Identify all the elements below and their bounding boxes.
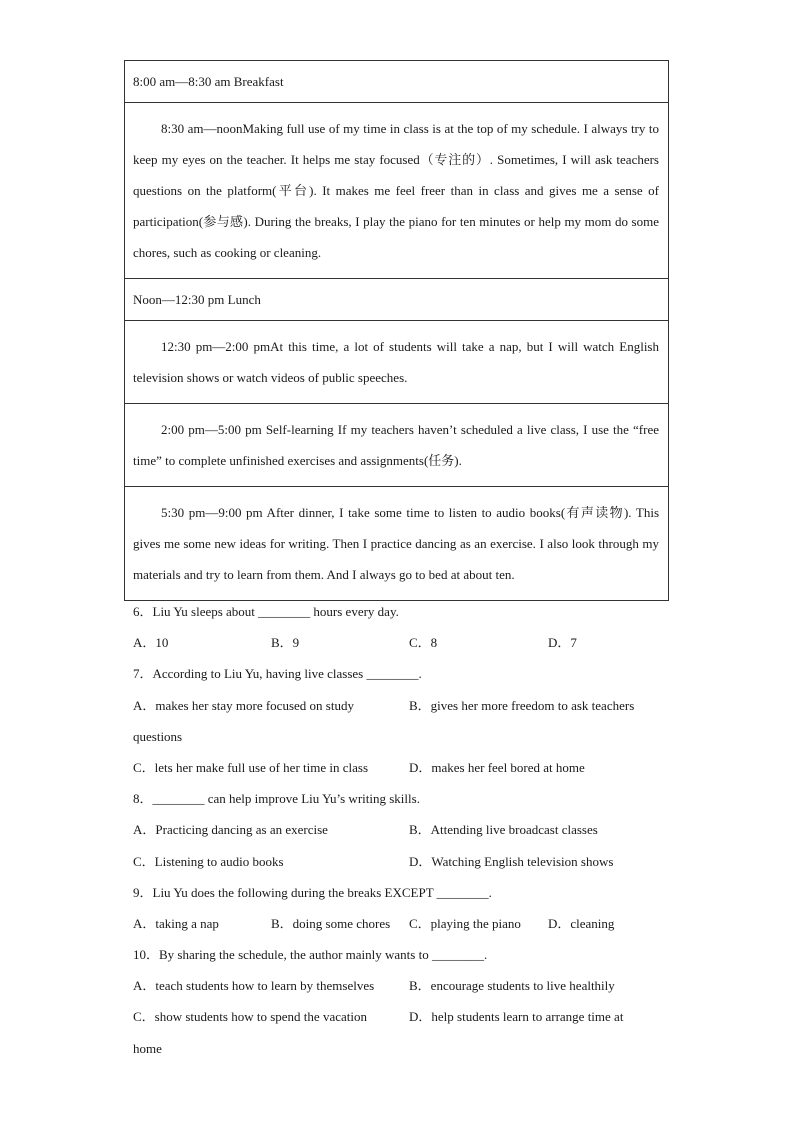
option-row bbox=[133, 752, 663, 783]
schedule-cell bbox=[125, 321, 669, 404]
schedule-text: Lunch bbox=[224, 292, 261, 307]
schedule-cell bbox=[125, 103, 669, 279]
question-stem: 6．Liu Yu sleeps about ________ hours every day. bbox=[133, 604, 399, 619]
schedule-text: Self-learning If my teachers haven’t scheduled a live class, I use the “free time” to complete unfinished exercises and assignments(任务). bbox=[133, 422, 660, 468]
option-row bbox=[133, 814, 663, 845]
option-c[interactable]: C．show students how to spend the vacation bbox=[133, 1009, 367, 1025]
option-row bbox=[133, 627, 663, 658]
schedule-cell bbox=[125, 279, 669, 321]
schedule-text: Making full use of my time in class is at the top of my schedule. I always try to keep my eyes on the teacher. It helps me stay focused（专注的）. Sometimes, I will ask teachers questions on the platform(平台). It makes me feel freer than in class and gives me a sense of participation(参与感). During the breaks, I play the piano for ten minutes or help my mom do some chores, such as cooking or cleaning. bbox=[133, 121, 659, 260]
option-b[interactable]: B．9 bbox=[271, 635, 300, 651]
option-a[interactable]: A．10 bbox=[133, 635, 169, 651]
option-d[interactable]: D．Watching English television shows bbox=[409, 853, 614, 869]
schedule-time: 2:00 pm—5:00 pm bbox=[161, 422, 262, 437]
option-c[interactable]: C．playing the piano bbox=[409, 915, 521, 931]
option-b[interactable]: B．gives her more freedom to ask teachers questions bbox=[133, 697, 635, 744]
option-a[interactable]: A．makes her stay more focused on study bbox=[133, 697, 354, 713]
schedule-table bbox=[124, 60, 669, 601]
option-a[interactable]: A．teach students how to learn by themselves bbox=[133, 978, 375, 994]
option-d[interactable]: D．help students learn to arrange time at home bbox=[133, 1009, 624, 1056]
option-row bbox=[133, 846, 663, 877]
schedule-text: Breakfast bbox=[230, 74, 284, 89]
schedule-time: 12:30 pm—2:00 pm bbox=[161, 339, 271, 354]
option-a[interactable]: A．Practicing dancing as an exercise bbox=[133, 822, 328, 838]
question-stem: 9．Liu Yu does the following during the breaks EXCEPT ________. bbox=[133, 884, 492, 900]
schedule-text: At this time, a lot of students will take a nap, but I will watch English television shows or watch videos of public speeches. bbox=[133, 339, 659, 385]
option-d[interactable]: D．cleaning bbox=[548, 915, 615, 931]
schedule-time: 5:30 pm—9:00 pm bbox=[161, 505, 263, 520]
schedule-row bbox=[125, 404, 669, 487]
schedule-row bbox=[125, 279, 669, 321]
question-list bbox=[133, 596, 663, 1064]
schedule-row bbox=[125, 61, 669, 103]
question-stem: 8．________ can help improve Liu Yu’s writing skills. bbox=[133, 791, 420, 807]
option-a[interactable]: A．taking a nap bbox=[133, 915, 219, 931]
option-b[interactable]: B．encourage students to live healthily bbox=[409, 978, 615, 994]
schedule-row bbox=[125, 487, 669, 601]
question-stem: 7．According to Liu Yu, having live classes ________. bbox=[133, 666, 422, 682]
schedule-time: Noon—12:30 pm bbox=[133, 292, 225, 307]
option-c[interactable]: C．lets her make full use of her time in class bbox=[133, 759, 369, 775]
option-row bbox=[133, 908, 663, 939]
schedule-cell bbox=[125, 487, 669, 601]
schedule-time: 8:30 am—noon bbox=[161, 121, 243, 136]
schedule-text: After dinner, I take some time to listen to audio books(有声读物). This gives me some new ideas for writing. Then I practice dancing as an exercise. I also look through my materials and try to learn from them. And I always go to bed at about ten. bbox=[133, 505, 660, 582]
question-stem: 10．By sharing the schedule, the author mainly wants to ________. bbox=[133, 947, 488, 963]
option-d[interactable]: D．7 bbox=[548, 635, 577, 651]
schedule-row bbox=[125, 321, 669, 404]
schedule-time: 8:00 am—8:30 am bbox=[133, 74, 231, 89]
option-b[interactable]: B．doing some chores bbox=[271, 915, 391, 931]
option-row bbox=[133, 970, 663, 1001]
schedule-cell bbox=[125, 61, 669, 103]
schedule-cell bbox=[125, 404, 669, 487]
option-c[interactable]: C．Listening to audio books bbox=[133, 853, 284, 869]
option-b[interactable]: B．Attending live broadcast classes bbox=[409, 822, 598, 838]
schedule-row bbox=[125, 103, 669, 279]
option-c[interactable]: C．8 bbox=[409, 635, 438, 651]
option-d[interactable]: D．makes her feel bored at home bbox=[409, 759, 585, 775]
